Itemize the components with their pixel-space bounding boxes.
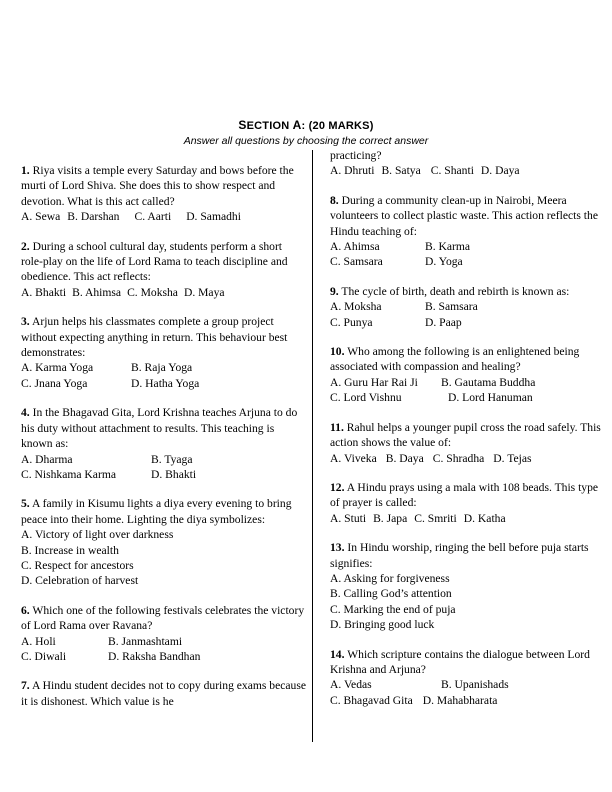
question-7-continued <box>330 148 605 179</box>
option-a: A. Dharma <box>21 452 73 466</box>
option-b: B. Janmashtami <box>108 634 183 648</box>
question-8 <box>330 193 605 270</box>
option-b: B. Raja Yoga <box>131 361 193 375</box>
option-d: D. Raksha Bandhan <box>108 649 201 663</box>
column-divider <box>312 150 313 742</box>
option-b: B. Daya <box>385 451 424 465</box>
question-text: A family in Kisumu lights a diya every evening to bring peace into their home. Lighting the diya symbolizes: <box>21 497 292 526</box>
options-row-2 <box>21 376 306 391</box>
option-b: B. Darshan <box>67 210 120 224</box>
question-number: 8. <box>330 193 339 207</box>
question-text-continued: practicing? <box>330 149 382 162</box>
option-b: B. Japa <box>373 511 408 525</box>
option-b: B. Calling God’s attention <box>330 587 452 601</box>
option-a: A. Karma Yoga <box>21 361 94 375</box>
options-row-1 <box>330 299 605 314</box>
options-row-2 <box>21 467 306 482</box>
question-text: Which one of the following festivals celebrates the victory of Lord Rama over Ravana? <box>21 603 305 633</box>
option-a: A. Stuti <box>330 511 367 525</box>
option-d: D. Samadhi <box>186 210 241 224</box>
option-b: B. Samsara <box>425 300 478 314</box>
option-c: C. Aarti <box>134 210 172 224</box>
question-number: 10. <box>330 345 345 359</box>
option-c: C. Nishkama Karma <box>21 467 116 481</box>
option-c: C. Moksha <box>127 285 178 299</box>
options-row-2 <box>330 693 605 708</box>
instructions: Answer all questions by choosing the correct answer <box>183 135 429 147</box>
question-11 <box>330 420 605 466</box>
question-text: During a school cultural day, students perform a short role-play on the life of Lord Rama to teach discipline and obedience. This act reflects: <box>21 239 288 284</box>
option-c: C. Smriti <box>414 511 457 525</box>
option-b: B. Increase in wealth <box>21 543 119 557</box>
question-text: Arjun helps his classmates complete a group project without expecting anything in return. This behaviour best demonstrates: <box>21 315 288 360</box>
option-d: D. Hatha Yoga <box>131 376 200 390</box>
question-number: 9. <box>330 284 339 298</box>
question-number: 7. <box>21 679 30 693</box>
question-text: The cycle of birth, death and rebirth is known as: <box>341 284 570 298</box>
options-row-1 <box>21 452 306 467</box>
question-14 <box>330 647 605 709</box>
question-number: 11. <box>330 420 344 434</box>
option-a: A. Vedas <box>330 678 372 692</box>
options-row-2 <box>330 390 605 405</box>
option-a: A. Asking for forgiveness <box>330 571 450 585</box>
option-d: D. Tejas <box>493 451 532 465</box>
options <box>21 209 306 224</box>
question-number: 5. <box>21 497 30 511</box>
section-title-initial: S <box>238 118 247 132</box>
options <box>330 451 605 466</box>
option-a: A. Victory of light over darkness <box>21 528 174 542</box>
option-d: D. Paap <box>425 315 462 329</box>
question-text: During a community clean-up in Nairobi, Meera volunteers to collect plastic waste. This action reflects the Hindu teaching of: <box>330 193 598 238</box>
option-d: D. Yoga <box>425 255 463 269</box>
option-d: D. Celebration of harvest <box>21 574 139 588</box>
question-number: 13. <box>330 541 345 555</box>
question-number: 1. <box>21 164 30 177</box>
question-13 <box>330 540 605 632</box>
options <box>330 511 605 526</box>
question-1 <box>21 163 306 225</box>
option-d: D. Daya <box>480 164 520 178</box>
question-text: In the Bhagavad Gita, Lord Krishna teaches Arjuna to do his duty without attachment to results. This teaching is known as: <box>21 406 298 451</box>
option-c: C. Bhagavad Gita <box>330 693 413 707</box>
option-a: A. Dhruti <box>330 164 375 178</box>
option-b: B. Satya <box>381 164 421 178</box>
question-7 <box>21 678 306 709</box>
section-title-marks: : (20 MARKS) <box>301 120 374 132</box>
option-a: A. Guru Har Rai Ji <box>330 375 418 389</box>
option-a: A. Ahimsa <box>330 240 380 254</box>
options-row-1 <box>330 375 605 390</box>
question-number: 2. <box>21 239 30 253</box>
options-row-2 <box>21 649 306 664</box>
option-d: D. Maya <box>183 285 225 299</box>
option-b: B. Ahimsa <box>72 285 122 299</box>
options <box>21 285 306 300</box>
option-a: A. Bhakti <box>21 285 67 299</box>
option-a: A. Sewa <box>21 210 61 224</box>
option-c: C. Lord Vishnu <box>330 391 402 405</box>
options-row-1 <box>330 677 605 692</box>
question-text: Who among the following is an enlightened being associated with compassion and healing? <box>330 345 580 374</box>
option-b: B. Karma <box>425 240 471 254</box>
question-12 <box>330 480 605 526</box>
option-b: B. Tyaga <box>151 452 193 466</box>
option-d: D. Mahabharata <box>422 693 498 707</box>
question-number: 6. <box>21 603 30 617</box>
option-b: B. Gautama Buddha <box>441 375 536 389</box>
options-row-2 <box>330 315 605 330</box>
option-c: C. Jnana Yoga <box>21 376 88 390</box>
question-text: A Hindu student decides not to copy during exams because it is dishonest. Which value is he <box>21 679 306 708</box>
question-number: 14. <box>330 647 345 661</box>
option-a: A. Holi <box>21 634 56 648</box>
question-5 <box>21 496 306 588</box>
option-c: C. Samsara <box>330 255 383 269</box>
option-c: C. Shradha <box>432 451 485 465</box>
question-text: A Hindu prays using a mala with 108 beads. This type of prayer is called: <box>330 480 599 510</box>
options-row-1 <box>21 360 306 375</box>
question-text: Which scripture contains the dialogue between Lord Krishna and Arjuna? <box>330 647 590 676</box>
question-number: 12. <box>330 480 345 494</box>
option-c: C. Punya <box>330 315 373 329</box>
question-2 <box>21 239 306 301</box>
option-b: B. Upanishads <box>441 678 509 692</box>
question-3 <box>21 314 306 391</box>
section-title-word: ECTION <box>246 120 293 132</box>
left-column <box>21 163 306 723</box>
options-row-1 <box>330 239 605 254</box>
right-column <box>330 148 605 722</box>
option-a: A. Moksha <box>330 300 382 314</box>
option-c: C. Marking the end of puja <box>330 602 456 616</box>
option-c: C. Respect for ancestors <box>21 558 134 572</box>
section-title-letter: A <box>292 118 302 132</box>
question-text: Riya visits a temple every Saturday and bows before the murti of Lord Shiva. She does this to show respect and devotion. What is this act called? <box>21 164 294 208</box>
option-a: A. Viveka <box>330 451 377 465</box>
question-4 <box>21 405 306 482</box>
question-text: Rahul helps a younger pupil cross the road safely. This action shows the value of: <box>330 420 601 450</box>
option-d: D. Bringing good luck <box>330 618 435 632</box>
question-6 <box>21 603 306 665</box>
section-title <box>0 118 612 132</box>
option-c: C. Shanti <box>430 164 474 178</box>
options-row-2 <box>330 254 605 269</box>
question-text: In Hindu worship, ringing the bell before puja starts signifies: <box>330 541 589 570</box>
options-row-1 <box>21 634 306 649</box>
option-d: D. Bhakti <box>151 467 197 481</box>
option-d: D. Lord Hanuman <box>448 391 533 405</box>
options <box>330 163 605 178</box>
option-c: C. Diwali <box>21 649 67 663</box>
option-d: D. Katha <box>463 511 506 525</box>
question-10 <box>330 344 605 406</box>
question-number: 3. <box>21 315 30 329</box>
question-number: 4. <box>21 406 30 420</box>
question-9 <box>330 284 605 330</box>
